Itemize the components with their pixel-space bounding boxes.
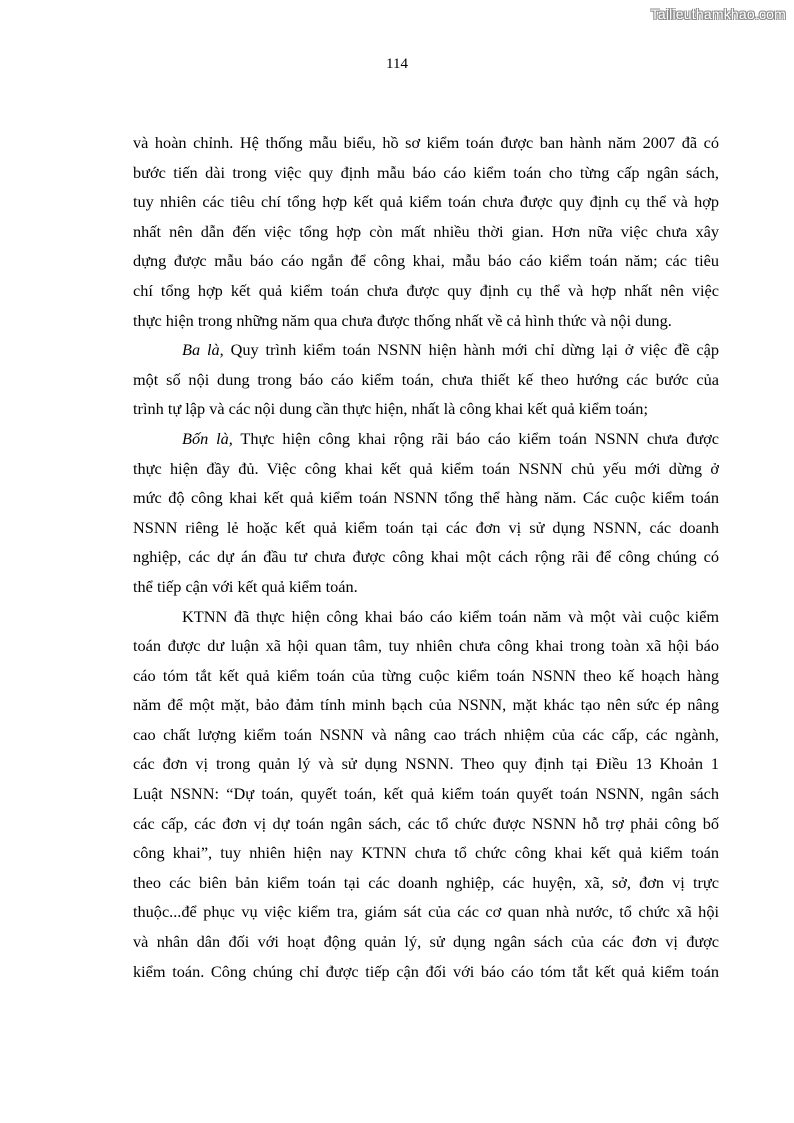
text-line: mức độ công khai kết quả kiểm toán NSNN tổng thể hàng năm. Các cuộc kiểm toán	[133, 488, 719, 508]
text-line: công khai”, tuy nhiên hiện nay KTNN chưa tổ chức công khai kết quả kiểm toán	[133, 843, 719, 863]
text-line: các cấp, các đơn vị dự toán ngân sách, các tổ chức được NSNN hỗ trợ phải công bố	[133, 813, 719, 833]
text-line: và hoàn chỉnh. Hệ thống mẫu biểu, hồ sơ kiểm toán được ban hành năm 2007 đã có	[133, 133, 719, 152]
paragraph	[133, 424, 719, 602]
text-line	[133, 335, 719, 365]
text-line: chí tổng hợp kết quả kiểm toán chưa được quy định cụ thể và hợp nhất nên việc	[133, 280, 719, 300]
text-line	[133, 424, 719, 454]
text-line: Luật NSNN: “Dự toán, quyết toán, kết quả kiểm toán quyết toán NSNN, ngân sách	[133, 784, 719, 804]
page-number: 114	[386, 56, 408, 72]
paragraph	[133, 602, 719, 987]
text-line: thực hiện trong những năm qua chưa được thống nhất về cả hình thức và nội dung.	[133, 310, 672, 330]
text-line: nhất nên dẫn đến việc tổng hợp còn mất nhiều thời gian. Hơn nữa việc chưa xây	[133, 221, 719, 241]
text-line: thuộc...để phục vụ việc kiểm tra, giám sát của các cơ quan nhà nước, tổ chức xã hội	[133, 902, 719, 922]
text-line: nghiệp, các dự án đầu tư chưa được công khai một cách rộng rãi để công chúng có	[133, 547, 719, 567]
text-line: một số nội dung trong báo cáo kiểm toán, chưa thiết kế theo hướng các bước của	[133, 369, 719, 389]
text-line: năm để một mặt, bảo đảm tính minh bạch của NSNN, mặt khác tạo nên sức ép nâng	[133, 695, 719, 715]
text-line: cao chất lượng kiểm toán NSNN và nâng cao trách nhiệm của các cấp, các ngành,	[133, 724, 719, 744]
text-line: và nhân dân đối với hoạt động quản lý, sử dụng ngân sách của các đơn vị được	[133, 932, 719, 952]
text-line: toán được dư luận xã hội quan tâm, tuy nhiên chưa công khai trong toàn xã hội báo	[133, 636, 719, 656]
watermark-text: Tailieuthamkhao.com	[650, 6, 786, 22]
text-line: bước tiến dài trong việc quy định mẫu báo cáo kiểm toán cho từng cấp ngân sách,	[133, 162, 719, 182]
text-line: theo các biên bản kiểm toán tại các doanh nghiệp, các huyện, xã, sở, đơn vị trực	[133, 872, 719, 892]
text-line: dựng được mẫu báo cáo ngắn để công khai, mẫu báo cáo kiểm toán năm; các tiêu	[133, 251, 719, 271]
text-line: tuy nhiên các tiêu chí tổng hợp kết quả kiểm toán chưa được quy định cụ thể và hợp	[133, 192, 719, 212]
text-line: thực hiện đầy đủ. Việc công khai kết quả kiểm toán NSNN chủ yếu mới dừng ở	[133, 458, 719, 478]
paragraph-lead: Ba là,	[182, 340, 224, 360]
text-line: kiểm toán. Công chúng chỉ được tiếp cận đối với báo cáo tóm tắt kết quả kiểm toán	[133, 961, 719, 981]
text-line: NSNN riêng lẻ hoặc kết quả kiểm toán tại các đơn vị sử dụng NSNN, các doanh	[133, 517, 719, 537]
body-text	[133, 128, 719, 986]
text-line: thể tiếp cận với kết quả kiểm toán.	[133, 576, 358, 596]
paragraph-first-line-rest: Thực hiện công khai rộng rãi báo cáo kiểm toán NSNN chưa được	[232, 428, 719, 448]
paragraph-lead: Bốn là,	[182, 428, 233, 448]
text-line: cáo tóm tắt kết quả kiểm toán của từng cuộc kiểm toán NSNN theo kế hoạch hàng	[133, 665, 719, 685]
paragraph	[133, 128, 719, 335]
text-line: KTNN đã thực hiện công khai báo cáo kiểm toán năm và một vài cuộc kiểm	[182, 606, 719, 626]
text-line: trình tự lập và các nội dung cần thực hiện, nhất là công khai kết quả kiểm toán;	[133, 399, 648, 419]
paragraph	[133, 335, 719, 424]
text-line: các đơn vị trong quản lý và sử dụng NSNN. Theo quy định tại Điều 13 Khoản 1	[133, 754, 719, 774]
paragraph-first-line-rest: Quy trình kiểm toán NSNN hiện hành mới chỉ dừng lại ở việc đề cập	[223, 340, 719, 360]
